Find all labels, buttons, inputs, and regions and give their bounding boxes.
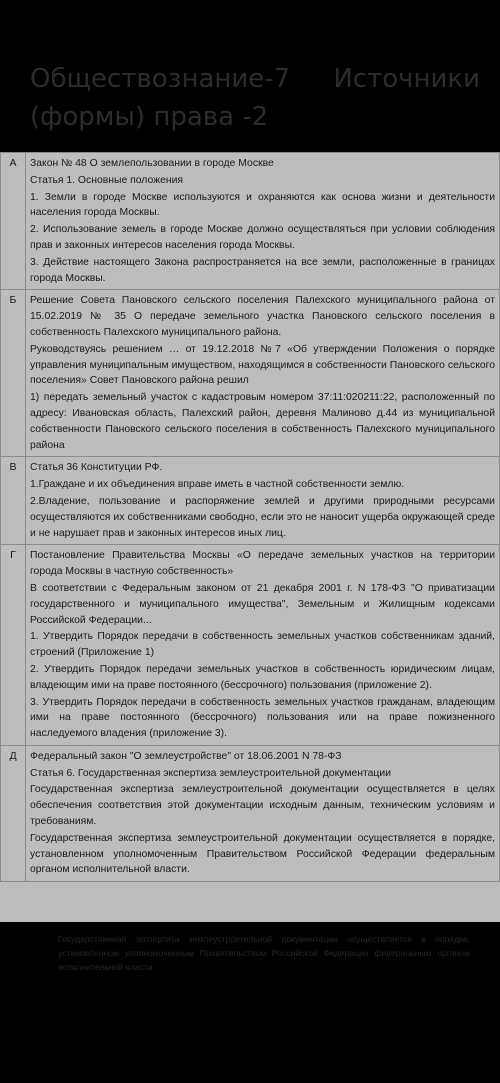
table-row: [1, 457, 500, 545]
row-paragraph: 1. Утвердить Порядок передачи в собственность земельных участков собственникам зданий, строений (Приложение 1): [30, 631, 495, 659]
row-paragraph: 1. Земли в городе Москве используются и охраняются как основа жизни и деятельности населения города Москвы.: [30, 191, 495, 219]
background-faded-text: Государственная экспертиза землеустроительной документации осуществляется в порядке, установленном уполномоченным Правительством Российской Федерации федеральным органом исполнительной власти.: [58, 934, 470, 972]
row-paragraph: Государственная экспертиза землеустроительной документации осуществляется в целях обеспечения соответствия этой документации исходным данным, техническим условиям и требованиям.: [30, 784, 495, 828]
row-paragraph: Закон № 48 О землепользовании в городе Москве: [30, 158, 274, 169]
row-text-cell: [26, 457, 500, 545]
row-text-cell: [26, 153, 500, 290]
row-paragraph: В соответствии с Федеральным законом от 21 декабря 2001 г. N 178-ФЗ "О приватизации государственного и муниципального имущества", Земельным и Жилищным кодексами Российской Федерации...: [30, 582, 495, 626]
row-paragraph: 3. Утвердить Порядок передачи в собственность земельных участков гражданам, владеющим ими на праве постоянного (бессрочного) пользования или на праве пожизненного наследуемого владения (приложение 3).: [30, 696, 495, 740]
row-paragraph: Руководствуясь решением … от 19.12.2018 №7 «Об утверждении Положения о порядке управления муниципальным имуществом, находящимся в собственности Пановского сельского поселения» Совет Пановского района решил: [30, 343, 495, 387]
row-paragraph: Федеральный закон "О землеустройстве" от 18.06.2001 N 78-ФЗ: [30, 750, 342, 762]
row-text-cell: [26, 545, 500, 746]
row-paragraph: Статья 1. Основные положения: [30, 174, 184, 186]
row-paragraph: 2.Владение, пользование и распоряжение землей и другими природными ресурсами осуществляются их собственниками свободно, если это не наносит ущерба окружающей среде и не нарушает прав и законных интересов иных лиц.: [30, 495, 495, 539]
row-paragraph: Решение Совета Пановского сельского поселения Палехского муниципального района от 15.02.2019 № 35 О передаче земельного участка Пановского сельского поселения в собственность Палехского муниципального района.: [30, 295, 495, 338]
row-paragraph: 1) передать земельный участок с кадастровым номером 37:11:020211:22, расположенный по адресу: Ивановская область, Палехский район, деревня Малиново д.44 из муниципальной собственности Пановского сельского поселения в собственность Палехского муниципального района: [30, 392, 495, 451]
table-row: [1, 545, 500, 746]
row-paragraph: 1.Граждане и их объединения вправе иметь в частной собственности землю.: [30, 479, 405, 491]
slide-title: [30, 60, 480, 136]
slide-title-left: Обществознание-7: [30, 64, 291, 94]
row-letter: Б: [1, 290, 26, 457]
row-paragraph: Постановление Правительства Москвы «О передаче земельных участков на территории города Москвы в частную собственность»: [30, 550, 495, 578]
row-paragraph: Государственная экспертиза землеустроительной документации осуществляется в порядке, установленном уполномоченным Правительством Российской Федерации федеральным органом исполнительной власти.: [30, 832, 495, 876]
document-table-panel: [0, 152, 500, 922]
slide-title-line2: (формы) права -2: [30, 102, 269, 132]
row-paragraph: Статья 6. Государственная экспертиза землеустроительной документации: [30, 767, 391, 779]
row-paragraph: 2. Использование земель в городе Москве должно осуществляться при условии соблюдения прав и законных интересов населения города Москвы.: [30, 224, 495, 251]
table-row: [1, 745, 500, 881]
table-row: [1, 153, 500, 290]
row-text-cell: [26, 290, 500, 457]
row-text-cell: [26, 745, 500, 881]
row-paragraph: Статья 36 Конституции РФ.: [30, 462, 163, 474]
table-row: [1, 290, 500, 457]
row-paragraph: 2. Утвердить Порядок передачи земельных участков в собственность юридическим лицам, владеющим ими на праве постоянного (бессрочного) пользования (приложение 2).: [30, 663, 495, 691]
row-letter: В: [1, 457, 26, 545]
row-letter: Д: [1, 745, 26, 881]
row-letter: Г: [1, 545, 26, 746]
row-paragraph: 3. Действие настоящего Закона распространяется на все земли, расположенные в границах города Москвы.: [30, 256, 495, 284]
slide-title-right: Источники: [333, 64, 480, 94]
sources-table: [0, 152, 500, 882]
row-letter: А: [1, 153, 26, 290]
